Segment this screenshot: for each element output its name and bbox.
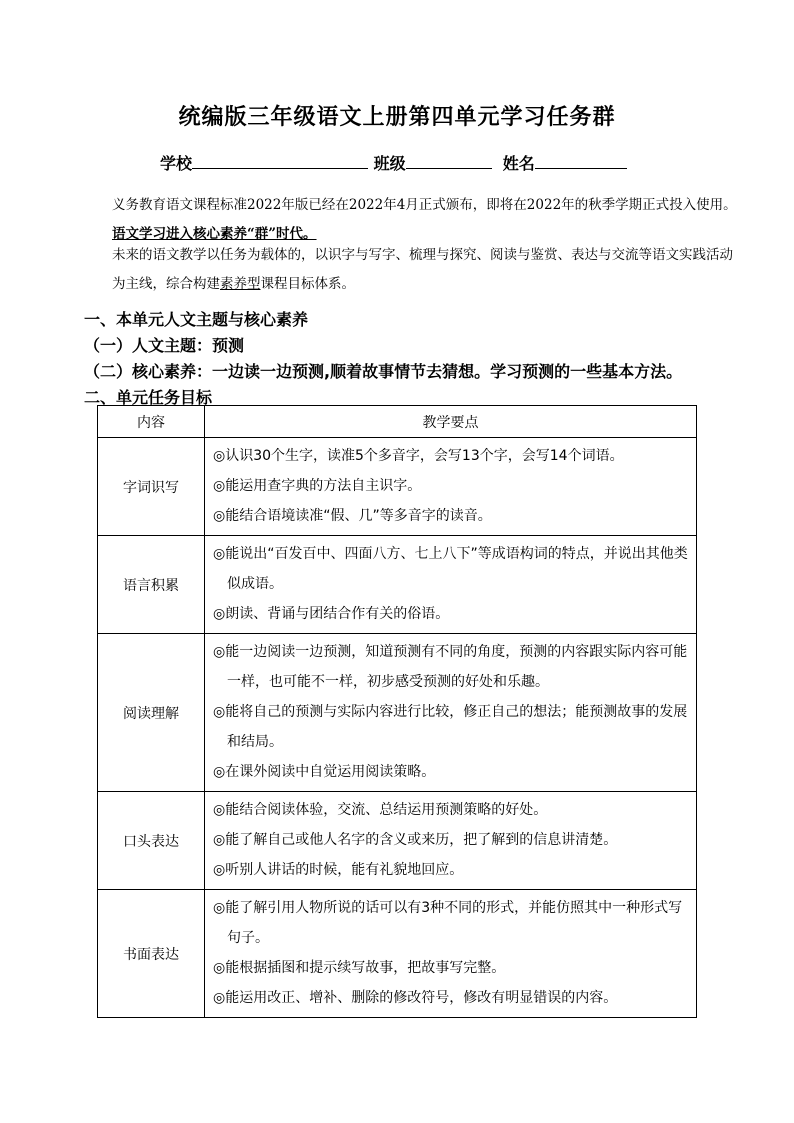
teaching-point: ◎能一边阅读一边预测，知道预测有不同的角度，预测的内容跟实际内容可能一样，也可能不一样，初步感受预测的好处和乐趣。 (213, 644, 688, 690)
row-teaching-points (205, 438, 697, 536)
row-content-name: 阅读理解 (98, 634, 205, 792)
name-label: 姓名 (502, 154, 535, 173)
table-row (98, 634, 697, 792)
row-content-name: 语言积累 (98, 536, 205, 634)
teaching-point: ◎认识30个生字，读准5个多音字，会写13个字，会写14个词语。 (213, 448, 624, 464)
teaching-point: ◎能将自己的预测与实际内容进行比较，修正自己的想法；能预测故事的发展和结局。 (213, 704, 688, 750)
teaching-point: ◎能了解自己或他人名字的含义或来历，把了解到的信息讲清楚。 (213, 832, 618, 848)
teaching-point: ◎能结合阅读体验，交流、总结运用预测策略的好处。 (213, 802, 548, 818)
row-teaching-points (205, 890, 697, 1018)
document-title: 统编版三年级语文上册第四单元学习任务群 (178, 105, 616, 130)
row-teaching-points (205, 634, 697, 792)
table-header-row (98, 406, 697, 438)
teaching-point: ◎听别人讲话的时候，能有礼貌地回应。 (213, 862, 464, 878)
teaching-point: ◎能运用查字典的方法自主识字。 (213, 478, 422, 494)
name-blank[interactable] (535, 152, 627, 169)
teaching-point: ◎能运用改正、增补、删除的修改符号，修改有明显错误的内容。 (213, 990, 618, 1006)
row-content-name: 口头表达 (98, 792, 205, 890)
row-teaching-points (205, 792, 697, 890)
unit-goals-table (97, 405, 697, 1018)
teaching-point: ◎能结合语境读准“假、几”等多音字的读音。 (213, 508, 492, 524)
school-label: 学校 (160, 154, 193, 173)
class-blank[interactable] (406, 152, 492, 169)
intro-p1-emphasis: 语文学习进入核心素养“群”时代。 (112, 226, 317, 242)
row-teaching-points (205, 536, 697, 634)
teaching-point: ◎能根据插图和提示续写故事，把故事写完整。 (213, 960, 506, 976)
table-body (98, 438, 697, 1018)
intro-p2-text-end: 课程目标体系。 (260, 276, 355, 292)
teaching-point: ◎朗读、背诵与团结合作有关的俗语。 (213, 606, 450, 622)
student-info-line (160, 151, 627, 174)
table-row (98, 792, 697, 890)
teaching-point: ◎能说出“百发百中、四面八方、七上八下”等成语构词的特点，并说出其他类似成语。 (213, 546, 688, 592)
intro-p2-underlined: 素养型 (220, 276, 261, 292)
header-content: 内容 (98, 406, 205, 438)
section-1-heading: 一、本单元人文主题与核心素养 (84, 310, 309, 329)
row-content-name: 书面表达 (98, 890, 205, 1018)
section-2-heading: 二、单元任务目标 (84, 388, 213, 407)
intro-p1-text: 义务教育语文课程标准2022年版已经在2022年4月正式颁布，即将在2022年的秋季学期正式投入使用。 (112, 197, 737, 213)
table-row (98, 438, 697, 536)
header-teaching-points: 教学要点 (205, 406, 697, 438)
teaching-point: ◎在课外阅读中自觉运用阅读策略。 (213, 764, 436, 780)
school-blank[interactable] (192, 152, 368, 169)
intro-paragraph-2 (84, 241, 740, 299)
intro-p2-text: 未来的语文教学以任务为载体的，以识字与写字、梳理与探究、阅读与鉴赏、表达与交流等语文实践活动为主线，综合构建 (112, 247, 733, 292)
table-row (98, 890, 697, 1018)
humanistic-theme: （一）人文主题：预测 (84, 336, 245, 355)
class-label: 班级 (373, 154, 406, 173)
core-competency: （二）核心素养：一边读一边预测,顺着故事情节去猜想。学习预测的一些基本方法。 (84, 362, 683, 381)
teaching-point: ◎能了解引用人物所说的话可以有3种不同的形式，并能仿照其中一种形式写句子。 (213, 900, 683, 946)
table-row (98, 536, 697, 634)
row-content-name: 字词识写 (98, 438, 205, 536)
